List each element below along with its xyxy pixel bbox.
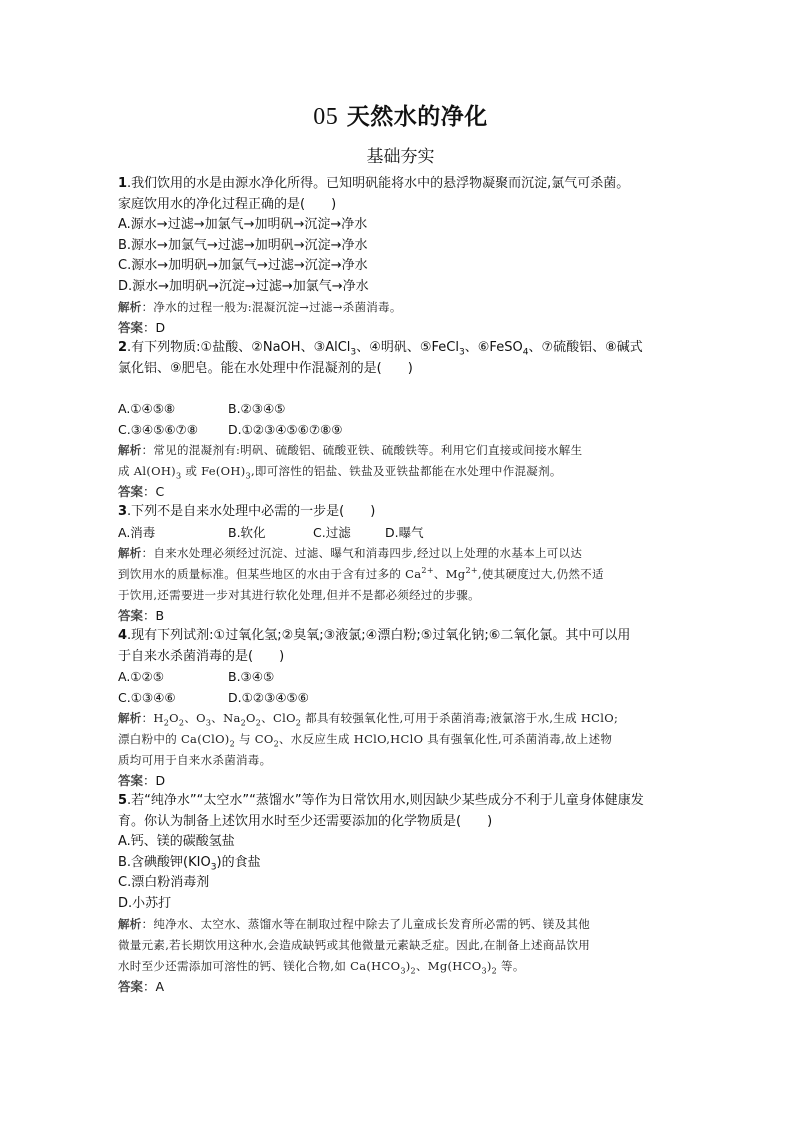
option-b: B.软化 (228, 524, 266, 540)
option-a: A.①②⑤ (118, 669, 164, 685)
option-a: A.①④⑤⑧ (118, 401, 176, 417)
option-c: C.源水→加明矾→加氯气→过滤→沉淀→净水 (118, 258, 368, 273)
option-c: C.①③④⑥ (118, 689, 176, 705)
question-stem: 5.若“纯净水”“太空水”“蒸馏水”等作为日常饮用水,则因缺少某些成分不利于儿童身体健康发 (118, 793, 644, 809)
title-text: 天然水的净化 (346, 104, 488, 130)
question-4 (118, 626, 683, 791)
option-c: C.③④⑤⑥⑦⑧ (118, 421, 198, 437)
answer: 答案：B (118, 607, 165, 623)
question-stem-cont: 于自来水杀菌消毒的是( ) (118, 648, 285, 664)
analysis: 解析：$H_2O_2$、$O_3$、$Na_2O_2$、ClO$_2$ 都具有较强氧化性,可用于杀菌消毒;液氯溶于水,生成 HClO; (118, 711, 619, 728)
analysis-cont-2: 于饮用,还需要进一步对其进行软化处理,但并不是都必须经过的步骤。 (118, 587, 480, 602)
analysis-cont: 微量元素,若长期饮用这种水,会造成缺钙或其他微量元素缺乏症。因此,在制备上述商品饮用 (118, 937, 591, 952)
analysis: 解析：净水的过程一般为:混凝沉淀→过滤→杀菌消毒。 (118, 300, 402, 314)
question-stem-cont: 氯化铝、⑨肥皂。能在水处理中作混凝剂的是( ) (118, 360, 413, 376)
answer: 答案：D (118, 319, 166, 335)
question-stem: 3.下列不是自来水处理中必需的一步是( ) (118, 504, 376, 520)
question-2 (118, 338, 683, 502)
analysis-cont-2: 水时至少还需添加可溶性的钙、镁化合物,如 $Ca(HCO_3)_2$、$Mg(HCO_3)_2$ 等。 (118, 958, 525, 976)
analysis: 解析：纯净水、太空水、蒸馏水等在制取过程中除去了儿童成长发育所必需的钙、镁及其他 (118, 917, 591, 932)
option-b: B.源水→加氯气→过滤→加明矾→沉淀→净水 (118, 237, 368, 253)
analysis: 解析：常见的混凝剂有:明矾、硫酸铝、硫酸亚铁、硫酸铁等。利用它们直接或间接水解生 (118, 443, 583, 458)
option-d: D.①②③④⑤⑥ (228, 689, 309, 705)
option-b: B.含碘酸钾$(KIO_3)$的食盐 (118, 854, 261, 873)
option-d: D.曝气 (385, 524, 424, 540)
options-row-1 (118, 399, 683, 420)
title-number: 05 (313, 104, 339, 130)
option-a: A.源水→过滤→加氯气→加明矾→沉淀→净水 (118, 217, 368, 232)
option-a: A.钙、镁的碳酸氢盐 (118, 834, 235, 850)
question-stem: 1.我们饮用的水是由源水净化所得。已知明矾能将水中的悬浮物凝聚而沉淀,氯气可杀菌。 (118, 176, 630, 191)
analysis-cont: 到饮用水的质量标准。但某些地区的水由于含有过多的 $Ca^{2+}$、$Mg^{2+}$,使其硬度过大,仍然不适 (118, 566, 604, 582)
analysis: 解析：自来水处理必须经过沉淀、过滤、曝气和消毒四步,经过以上处理的水基本上可以达 (118, 546, 583, 561)
question-stem: 2.有下列物质:①盐酸、②NaOH、③AlCl$_3$、④明矾、⑤FeCl$_3$、⑥FeSO$_4$、⑦硫酸铝、⑧碱式 (118, 340, 643, 358)
worksheet-page (118, 100, 683, 997)
option-a: A.消毒 (118, 524, 156, 540)
analysis-cont: 成 $Al(OH)_3$ 或 $Fe(OH)_3$,即可溶性的铝盐、铁盐及亚铁盐都能在水处理中作混凝剂。 (118, 464, 562, 481)
section-heading: 基础夯实 (366, 147, 435, 167)
option-b: B.②③④⑤ (228, 401, 286, 417)
option-c: C.漂白粉消毒剂 (118, 875, 210, 891)
option-d: D.小苏打 (118, 895, 172, 911)
option-d: D.①②③④⑤⑥⑦⑧⑨ (228, 421, 343, 437)
question-3 (118, 502, 683, 626)
options-row-2 (118, 420, 683, 441)
question-stem-cont: 家庭饮用水的净化过程正确的是( ) (118, 196, 337, 212)
question-5 (118, 791, 683, 997)
options-row (118, 523, 683, 544)
options-row-1 (118, 667, 683, 688)
question-1 (118, 174, 683, 338)
answer: 答案：A (118, 978, 165, 994)
options-row-2 (118, 688, 683, 709)
page-title (118, 100, 683, 134)
question-stem: 4.现有下列试剂:①过氧化氢;②臭氧;③液氯;④漂白粉;⑤过氧化钠;⑥二氧化氯。其中可以用 (118, 628, 631, 644)
analysis-cont: 漂白粉中的 $Ca(ClO)_2$ 与 $CO_2$、水反应生成 HClO,HClO 具有强氧化性,可杀菌消毒,故上述物 (118, 732, 613, 749)
question-stem-cont: 育。你认为制备上述饮用水时至少还需要添加的化学物质是( ) (118, 813, 493, 829)
option-b: B.③④⑤ (228, 669, 275, 685)
option-c: C.过滤 (313, 524, 351, 540)
analysis-cont-2: 质均可用于自来水杀菌消毒。 (118, 752, 272, 767)
answer: 答案：D (118, 772, 166, 788)
option-d: D.源水→加明矾→沉淀→过滤→加氯气→净水 (118, 278, 369, 294)
answer: 答案：C (118, 483, 165, 499)
